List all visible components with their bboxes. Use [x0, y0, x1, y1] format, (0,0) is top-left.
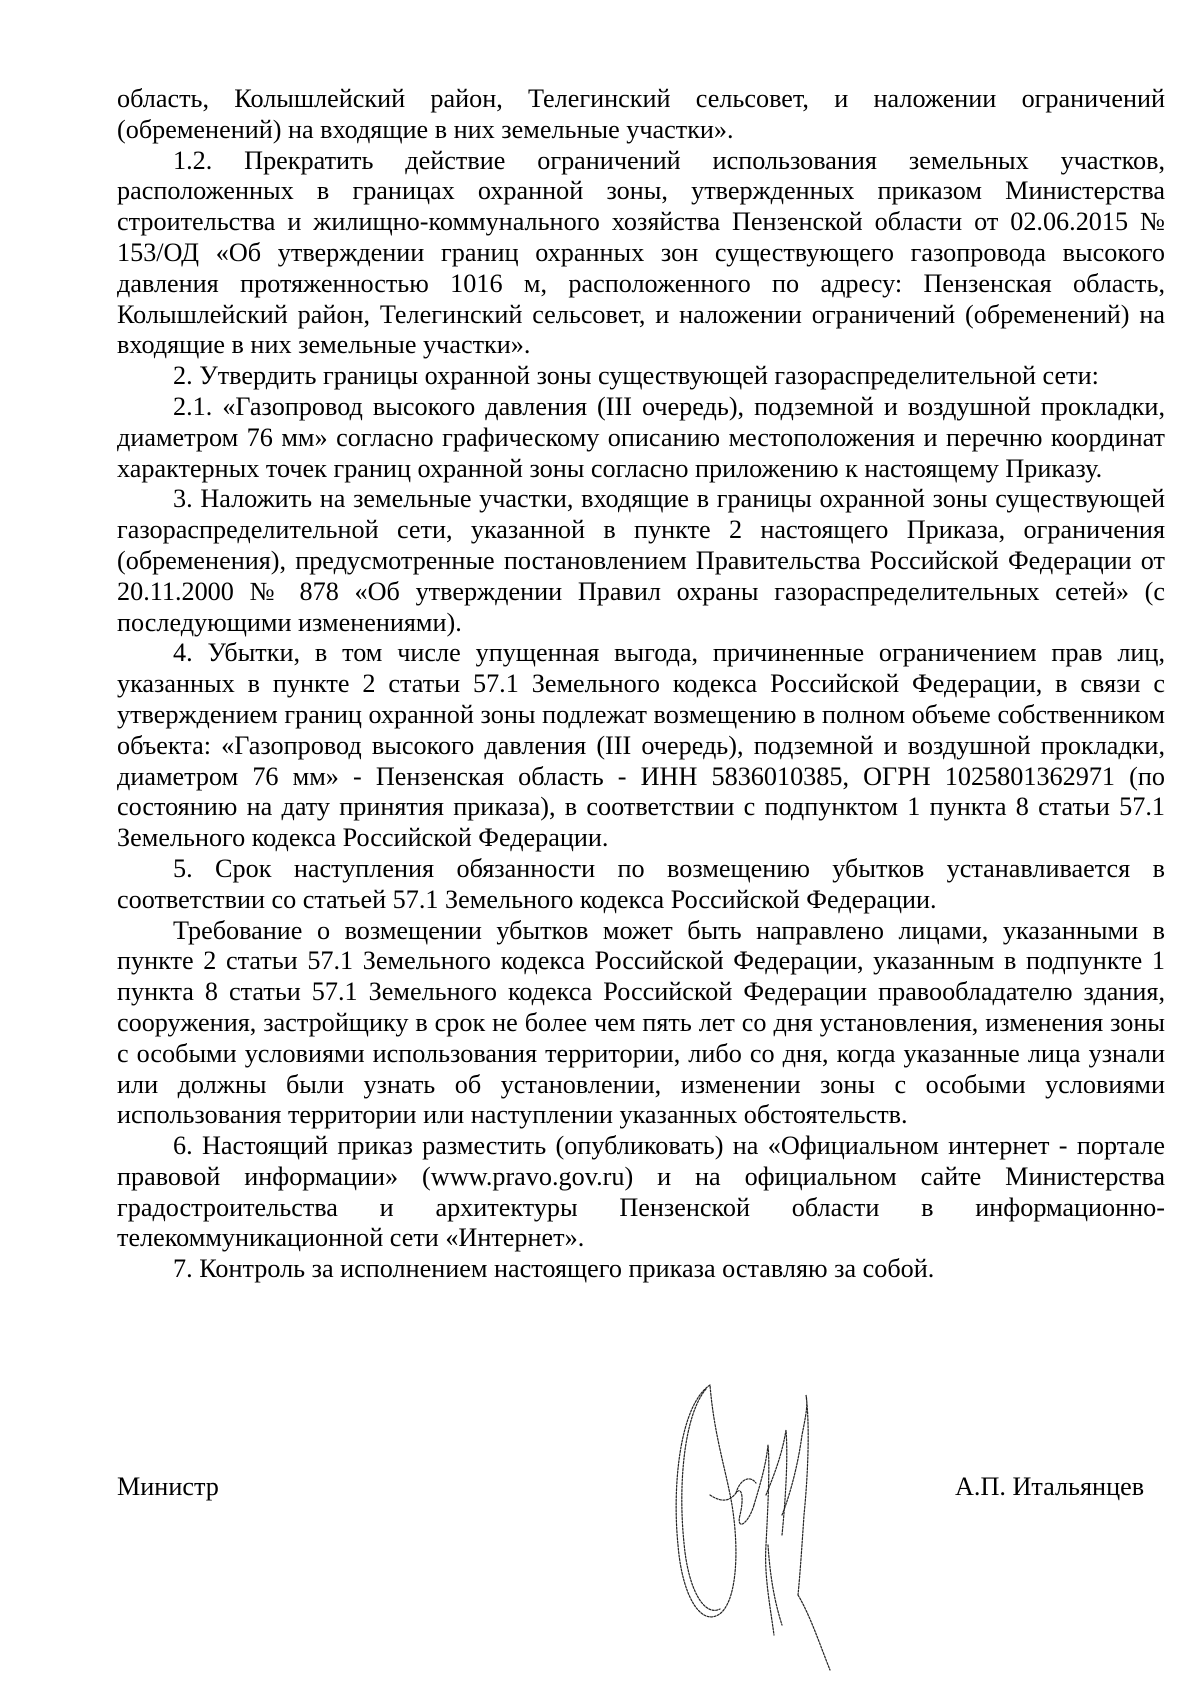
paragraph-continuation: область, Колышлейский район, Телегинский сельсовет, и наложении ограничений (обременений) на входящие в них земельные участки». — [117, 84, 1165, 144]
paragraph-3: 3. Наложить на земельные участки, входящие в границы охранной зоны существующей газораспределительной сети, указанной в пункте 2 настоящего Приказа, ограничения (обременения), предусмотренные постановлением Правительства Российской Федерации от 20.11.2000 № 878 «Об утверждении Правил охраны газораспределительных сетей» (с последующими изменениями). — [117, 484, 1165, 637]
paragraph-7: 7. Контроль за исполнением настоящего приказа оставляю за собой. — [173, 1254, 935, 1284]
paragraph-2: 2. Утвердить границы охранной зоны существующей газораспределительной сети: — [173, 361, 1099, 391]
signatory-name: А.П. Итальянцев — [955, 1472, 1145, 1501]
paragraph-1-2: 1.2. Прекратить действие ограничений использования земельных участков, расположенных в границах охранной зоны, утвержденных приказом Министерства строительства и жилищно-коммунального хозяйства Пензенской области от 02.06.2015 № 153/ОД «Об утверждении границ охранных зон существующего газопровода высокого давления протяженностью 1016 м, расположенного по адресу: Пензенская область, Колышлейский район, Телегинский сельсовет, и наложении ограничений (обременений) на входящие в них земельные участки». — [117, 145, 1165, 360]
signatory-title: Министр — [117, 1472, 219, 1501]
signature-icon — [670, 1375, 850, 1675]
paragraph-damages-claim: Требование о возмещении убытков может быть направлено лицами, указанными в пункте 2 статьи 57.1 Земельного кодекса Российской Федерации, указанным в подпункте 1 пункта 8 статьи 57.1 Земельного кодекса Российской Федерации правообладателю здания, сооружения, застройщику в срок не более чем пять лет со дня установления, изменения зоны с особыми условиями использования территории, либо со дня, когда указанные лица узнали или должны были узнать об установлении, изменении зоны с особыми условиями использования территории или наступлении указанных обстоятельств. — [117, 915, 1165, 1130]
paragraph-2-1: 2.1. «Газопровод высокого давления (III очередь), подземной и воздушной прокладки, диаметром 76 мм» согласно графическому описанию местоположения и перечню координат характерных точек границ охранной зоны согласно приложению к настоящему Приказу. — [117, 391, 1165, 483]
paragraph-4: 4. Убытки, в том числе упущенная выгода, причиненные ограничением прав лиц, указанных в пункте 2 статьи 57.1 Земельного кодекса Российской Федерации, в связи с утверждением границ охранной зоны подлежат возмещению в полном объеме собственником объекта: «Газопровод высокого давления (III очередь), подземной и воздушной прокладки, диаметром 76 мм» - Пензенская область - ИНН 5836010385, ОГРН 1025801362971 (по состоянию на дату принятия приказа), в соответствии с подпунктом 1 пункта 8 статьи 57.1 Земельного кодекса Российской Федерации. — [117, 638, 1165, 853]
paragraph-5: 5. Срок наступления обязанности по возмещению убытков устанавливается в соответствии со статьей 57.1 Земельного кодекса Российской Федерации. — [117, 853, 1165, 914]
paragraph-6: 6. Настоящий приказ разместить (опубликовать) на «Официальном интернет - портале правовой информации» (www.pravo.gov.ru) и на официальном сайте Министерства градостроительства и архитектуры Пензенской области в информационно-телекоммуникационной сети «Интернет». — [117, 1131, 1165, 1253]
document-body — [117, 84, 1165, 1285]
